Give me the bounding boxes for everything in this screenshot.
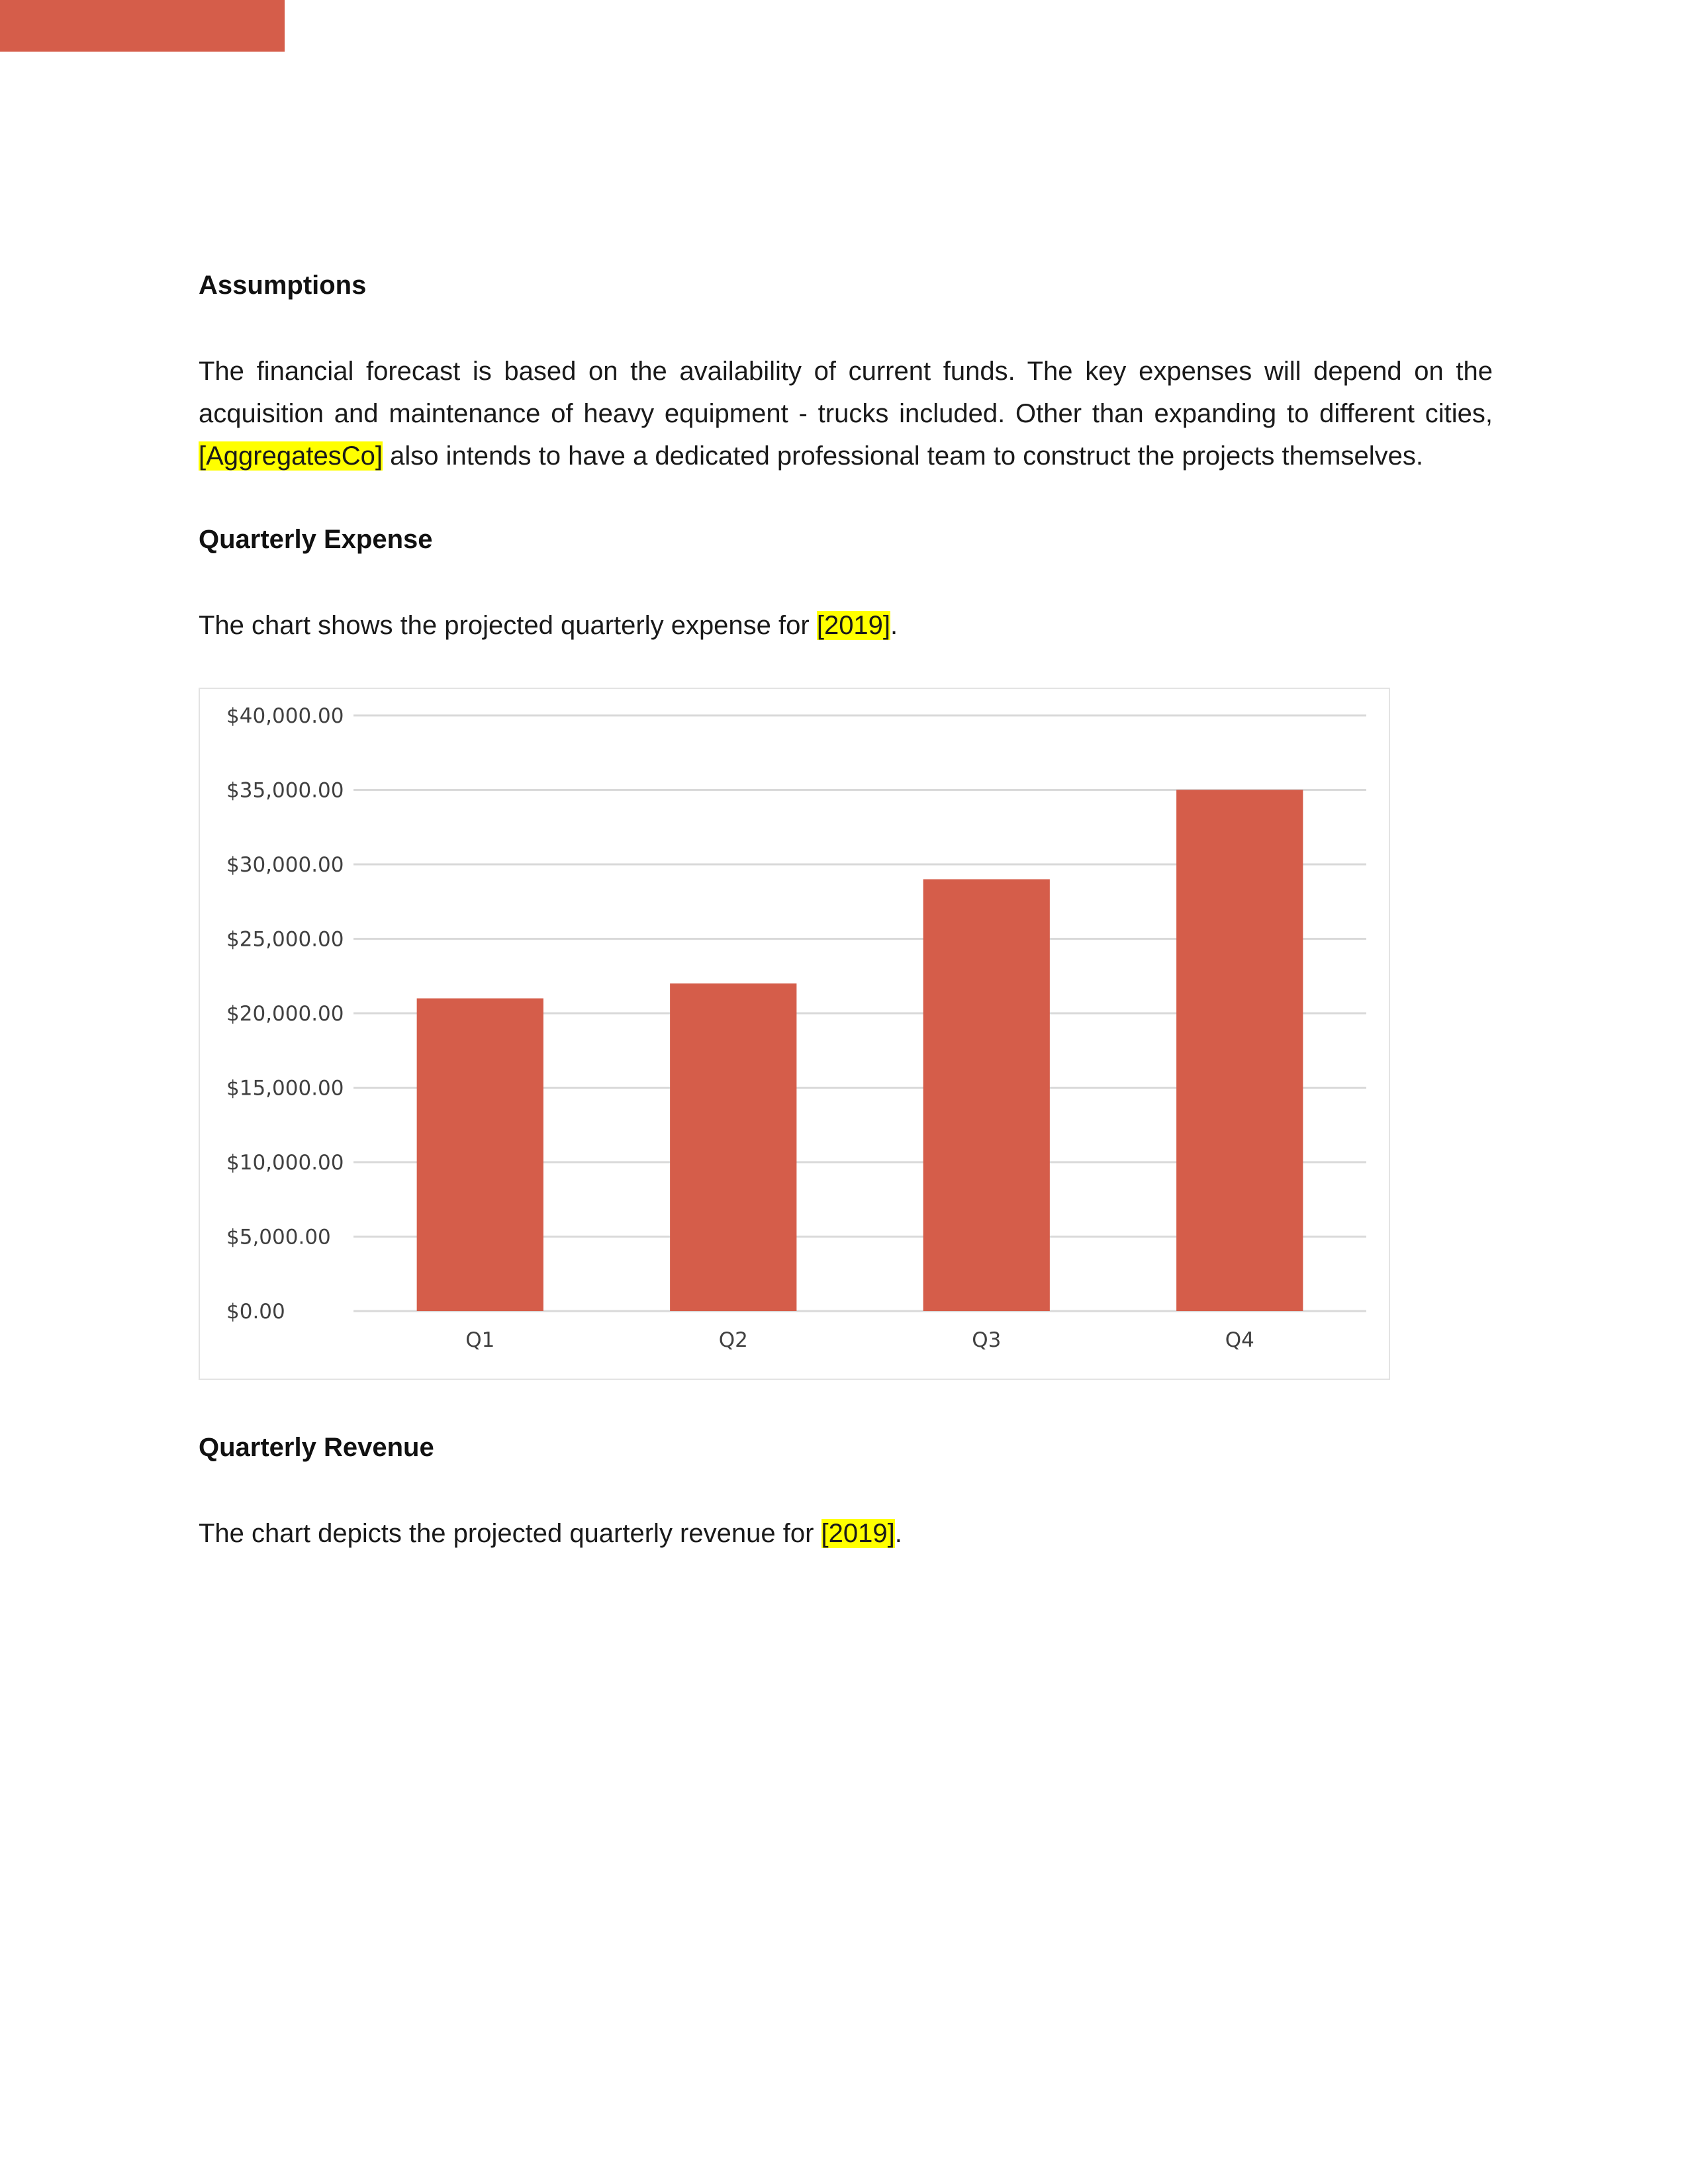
quarterly-expense-heading: Quarterly Expense [199,525,433,554]
y-tick-label: $20,000.00 [226,1002,344,1026]
bar-q4 [1176,790,1303,1312]
y-tick-label: $40,000.00 [226,704,344,728]
x-tick-label: Q3 [972,1328,1002,1352]
revenue-text-before: The chart depicts the projected quarterly revenue for [199,1519,821,1548]
assumptions-heading: Assumptions [199,271,367,300]
quarterly-revenue-paragraph [199,1512,1493,1555]
assumptions-paragraph [199,350,1493,477]
bar-q3 [923,880,1050,1312]
y-tick-label: $25,000.00 [226,927,344,952]
y-tick-label: $0.00 [226,1300,285,1324]
quarterly-expense-paragraph [199,604,1493,647]
x-tick-label: Q4 [1225,1328,1254,1352]
x-tick-label: Q2 [718,1328,748,1352]
company-placeholder: [AggregatesCo] [199,441,383,471]
document-body [199,268,1493,1555]
expense-text-before: The chart shows the projected quarterly expense for [199,611,817,640]
y-tick-label: $5,000.00 [226,1225,331,1250]
revenue-text-after: . [894,1519,902,1548]
y-tick-label: $15,000.00 [226,1076,344,1101]
quarterly-revenue-heading: Quarterly Revenue [199,1433,434,1462]
bar-q1 [417,999,543,1312]
assumptions-text-part1: The financial forecast is based on the availability of current funds. The key expenses will depend on the acquisition and maintenance of heavy equipment - trucks included. Other than expanding to different cities, [199,357,1493,428]
y-tick-label: $10,000.00 [226,1151,344,1175]
revenue-year-placeholder: [2019] [821,1519,895,1548]
quarterly-expense-chart [199,688,1390,1380]
accent-header-bar [0,0,285,52]
expense-text-after: . [890,611,898,640]
x-tick-label: Q1 [465,1328,495,1352]
expense-chart-svg [200,689,1391,1381]
expense-year-placeholder: [2019] [816,611,891,640]
bar-q2 [670,983,796,1311]
y-tick-label: $30,000.00 [226,853,344,877]
y-tick-label: $35,000.00 [226,778,344,803]
assumptions-text-part2: also intends to have a dedicated professional team to construct the projects themselves. [382,441,1423,471]
